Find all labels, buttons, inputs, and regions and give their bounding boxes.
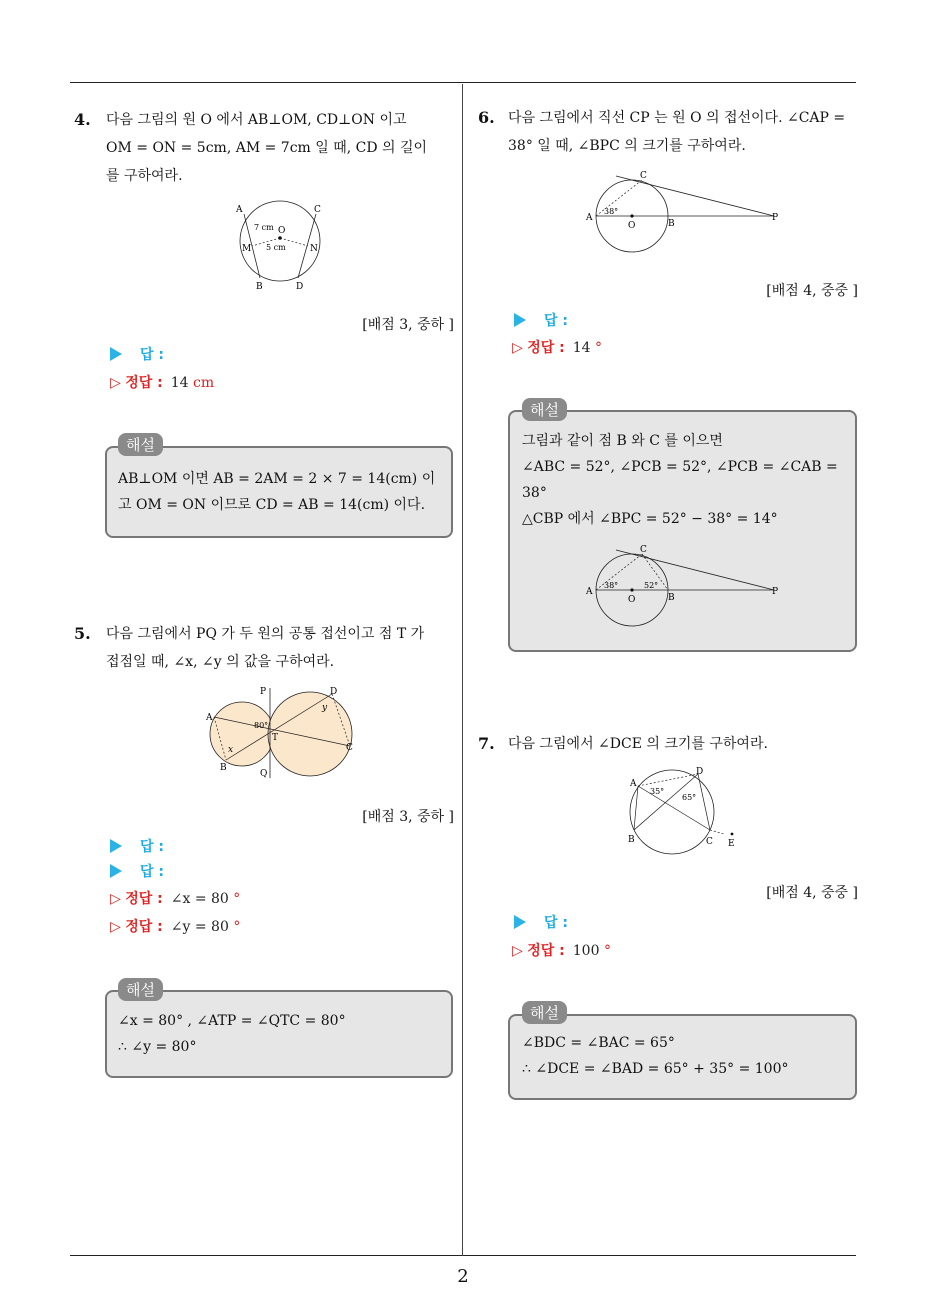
label-o: O	[278, 226, 286, 236]
label-d: D	[696, 767, 704, 777]
problem-6-exp-line-3: 38°	[522, 485, 547, 501]
answer-label: 답 :	[140, 347, 164, 363]
label-38: 38°	[604, 581, 619, 590]
problem-5-answer-2	[110, 861, 164, 881]
problem-6-score: [배점 4, 중중 ]	[766, 283, 858, 299]
chord-ac	[596, 554, 642, 590]
label-y: y	[322, 703, 328, 713]
segment-dc	[698, 774, 710, 830]
problem-4-score: [배점 3, 중하 ]	[362, 317, 454, 333]
answer-label: 답 :	[140, 864, 164, 880]
label-b: B	[668, 593, 675, 603]
problem-5-exp-line-2: ∴ ∠y = 80°	[118, 1039, 197, 1055]
problem-4-exp-line-1: AB⊥OM 이면 AB = 2AM = 2 × 7 = 14(cm) 이	[118, 471, 436, 487]
problem-6-explanation	[522, 428, 852, 532]
problem-6-explanation-figure	[582, 542, 782, 632]
label-n: N	[310, 244, 318, 254]
label-c: C	[640, 545, 647, 555]
problem-5-explanation	[118, 1008, 448, 1060]
problem-4-answer	[110, 344, 164, 364]
problem-5-text	[106, 620, 456, 676]
label-52: 52°	[644, 581, 659, 590]
correct-value: 14	[170, 375, 189, 391]
column-divider	[462, 84, 463, 1256]
label-35: 35°	[650, 787, 665, 796]
problem-6-number: 6.	[478, 108, 495, 127]
label-7cm: 7 cm	[254, 223, 274, 232]
segment-ce	[710, 830, 724, 834]
correct-unit: °	[603, 943, 611, 959]
tangent-cp	[616, 176, 774, 216]
label-a: A	[236, 205, 243, 215]
correct-unit: °	[233, 919, 241, 935]
chord-ac	[596, 180, 642, 216]
correct-unit: °	[595, 340, 603, 356]
problem-7-exp-line-1: ∠BDC = ∠BAC = 65°	[522, 1035, 675, 1051]
problem-6-text	[508, 104, 860, 160]
problem-7-line-1: 다음 그림에서 ∠DCE 의 크기를 구하여라.	[508, 736, 768, 752]
problem-7-answer	[514, 912, 568, 932]
correct-label: 정답 :	[527, 340, 565, 356]
label-p: P	[260, 687, 267, 697]
problem-6-line-1: 다음 그림에서 직선 CP 는 원 O 의 접선이다. ∠CAP =	[508, 110, 846, 126]
correct-triangle-icon: ▷	[110, 375, 121, 391]
answer-arrow-icon	[514, 915, 526, 929]
label-e: E	[728, 839, 735, 849]
problem-5-correct-x	[110, 888, 240, 908]
answer-arrow-icon	[514, 313, 526, 327]
label-c: C	[640, 171, 647, 181]
answer-arrow-icon	[110, 864, 122, 878]
segment-ad	[638, 774, 698, 786]
label-c: C	[314, 205, 321, 215]
problem-4-exp-line-2: 고 OM = ON 이므로 CD = AB = 14(cm) 이다.	[118, 497, 426, 513]
label-a: A	[206, 713, 213, 723]
label-b: B	[628, 835, 635, 845]
answer-arrow-icon	[110, 839, 122, 853]
problem-4-text	[106, 106, 456, 190]
correct-label: 정답 :	[527, 943, 565, 959]
problem-4-figure	[232, 196, 342, 296]
page-number: 2	[457, 1266, 469, 1287]
label-q: Q	[260, 769, 268, 779]
center-o	[630, 214, 633, 217]
label-x: x	[228, 745, 234, 755]
label-d: D	[330, 687, 338, 697]
problem-4-explanation-tag: 해설	[118, 433, 163, 456]
problem-6-exp-line-2: ∠ABC = 52°, ∠PCB = 52°, ∠PCB = ∠CAB =	[522, 459, 838, 475]
problem-5-score: [배점 3, 중하 ]	[362, 809, 454, 825]
answer-label: 답 :	[544, 915, 568, 931]
label-t: T	[272, 733, 279, 743]
label-m: M	[242, 244, 252, 254]
problem-6-correct	[512, 337, 602, 357]
problem-6-line-2: 38° 일 때, ∠BPC 의 크기를 구하여라.	[508, 138, 746, 154]
segment-bd	[634, 774, 698, 830]
label-b: B	[220, 763, 227, 773]
label-o: O	[628, 595, 636, 605]
problem-6-explanation-tag: 해설	[522, 398, 567, 421]
label-p: P	[772, 587, 779, 597]
bottom-rule	[70, 1255, 856, 1256]
correct-unit: cm	[193, 375, 215, 391]
correct-label: 정답 :	[125, 375, 163, 391]
circle	[630, 770, 714, 854]
label-65: 65°	[682, 793, 697, 802]
problem-7-explanation-tag: 해설	[522, 1001, 567, 1024]
problem-5-figure	[200, 684, 360, 784]
point-e	[731, 833, 734, 836]
center-o	[630, 588, 633, 591]
problem-5-exp-line-1: ∠x = 80° , ∠ATP = ∠QTC = 80°	[118, 1013, 346, 1029]
correct-triangle-icon: ▷	[512, 340, 523, 356]
label-a: A	[586, 587, 593, 597]
problem-6-exp-line-1: 그림과 같이 점 B 와 C 를 이으면	[522, 433, 723, 449]
problem-7-number: 7.	[478, 734, 495, 753]
problem-6-exp-line-4: △CBP 에서 ∠BPC = 52° − 38° = 14°	[522, 511, 778, 527]
label-c: C	[706, 837, 713, 847]
label-5cm: 5 cm	[266, 243, 286, 252]
problem-4-explanation	[118, 466, 448, 518]
problem-6-answer	[514, 310, 568, 330]
problem-5-answer-1	[110, 836, 164, 856]
problem-7-score: [배점 4, 중중 ]	[766, 885, 858, 901]
problem-4-line-1: 다음 그림의 원 O 에서 AB⊥OM, CD⊥ON 이고	[106, 112, 407, 128]
top-rule	[70, 82, 856, 83]
problem-5-line-2: 접점일 때, ∠x, ∠y 의 값을 구하여라.	[106, 654, 335, 670]
problem-5-explanation-tag: 해설	[118, 978, 163, 1001]
problem-5-correct-y	[110, 916, 240, 936]
label-o: O	[628, 221, 636, 231]
problem-7-exp-line-2: ∴ ∠DCE = ∠BAD = 65° + 35° = 100°	[522, 1061, 789, 1077]
problem-7-text	[508, 730, 860, 758]
small-circle	[210, 702, 274, 766]
tangent-cp	[616, 550, 774, 590]
label-a: A	[586, 213, 593, 223]
answer-arrow-icon	[110, 347, 122, 361]
correct-triangle-icon: ▷	[110, 891, 121, 907]
segment-ac	[638, 786, 710, 830]
problem-4-line-2: OM = ON = 5cm, AM = 7cm 일 때, CD 의 길이	[106, 140, 428, 156]
problem-6-figure	[582, 168, 782, 258]
label-b: B	[256, 282, 263, 292]
problem-4-line-3: 를 구하여라.	[106, 168, 183, 184]
correct-value: 14	[572, 340, 591, 356]
correct-unit: °	[233, 891, 241, 907]
answer-label: 답 :	[544, 313, 568, 329]
label-d: D	[296, 282, 304, 292]
correct-label: 정답 :	[125, 919, 163, 935]
label-80: 80°	[254, 721, 269, 730]
problem-4-correct	[110, 372, 214, 392]
correct-value: 100	[572, 943, 600, 959]
problem-7-correct	[512, 940, 611, 960]
large-circle	[268, 692, 352, 776]
label-b: B	[668, 219, 675, 229]
correct-triangle-icon: ▷	[110, 919, 121, 935]
problem-4-number: 4.	[74, 110, 91, 129]
problem-5-line-1: 다음 그림에서 PQ 가 두 원의 공통 접선이고 점 T 가	[106, 626, 425, 642]
answer-label: 답 :	[140, 839, 164, 855]
label-p: P	[772, 213, 779, 223]
center-o	[278, 236, 282, 240]
label-a: A	[630, 779, 637, 789]
label-c: C	[346, 743, 353, 753]
correct-label: 정답 :	[125, 891, 163, 907]
problem-7-figure	[624, 764, 744, 860]
correct-value: ∠y = 80	[170, 919, 229, 935]
correct-triangle-icon: ▷	[512, 943, 523, 959]
label-38: 38°	[604, 207, 619, 216]
correct-value: ∠x = 80	[170, 891, 229, 907]
problem-7-explanation	[522, 1030, 852, 1082]
problem-5-number: 5.	[74, 624, 91, 643]
